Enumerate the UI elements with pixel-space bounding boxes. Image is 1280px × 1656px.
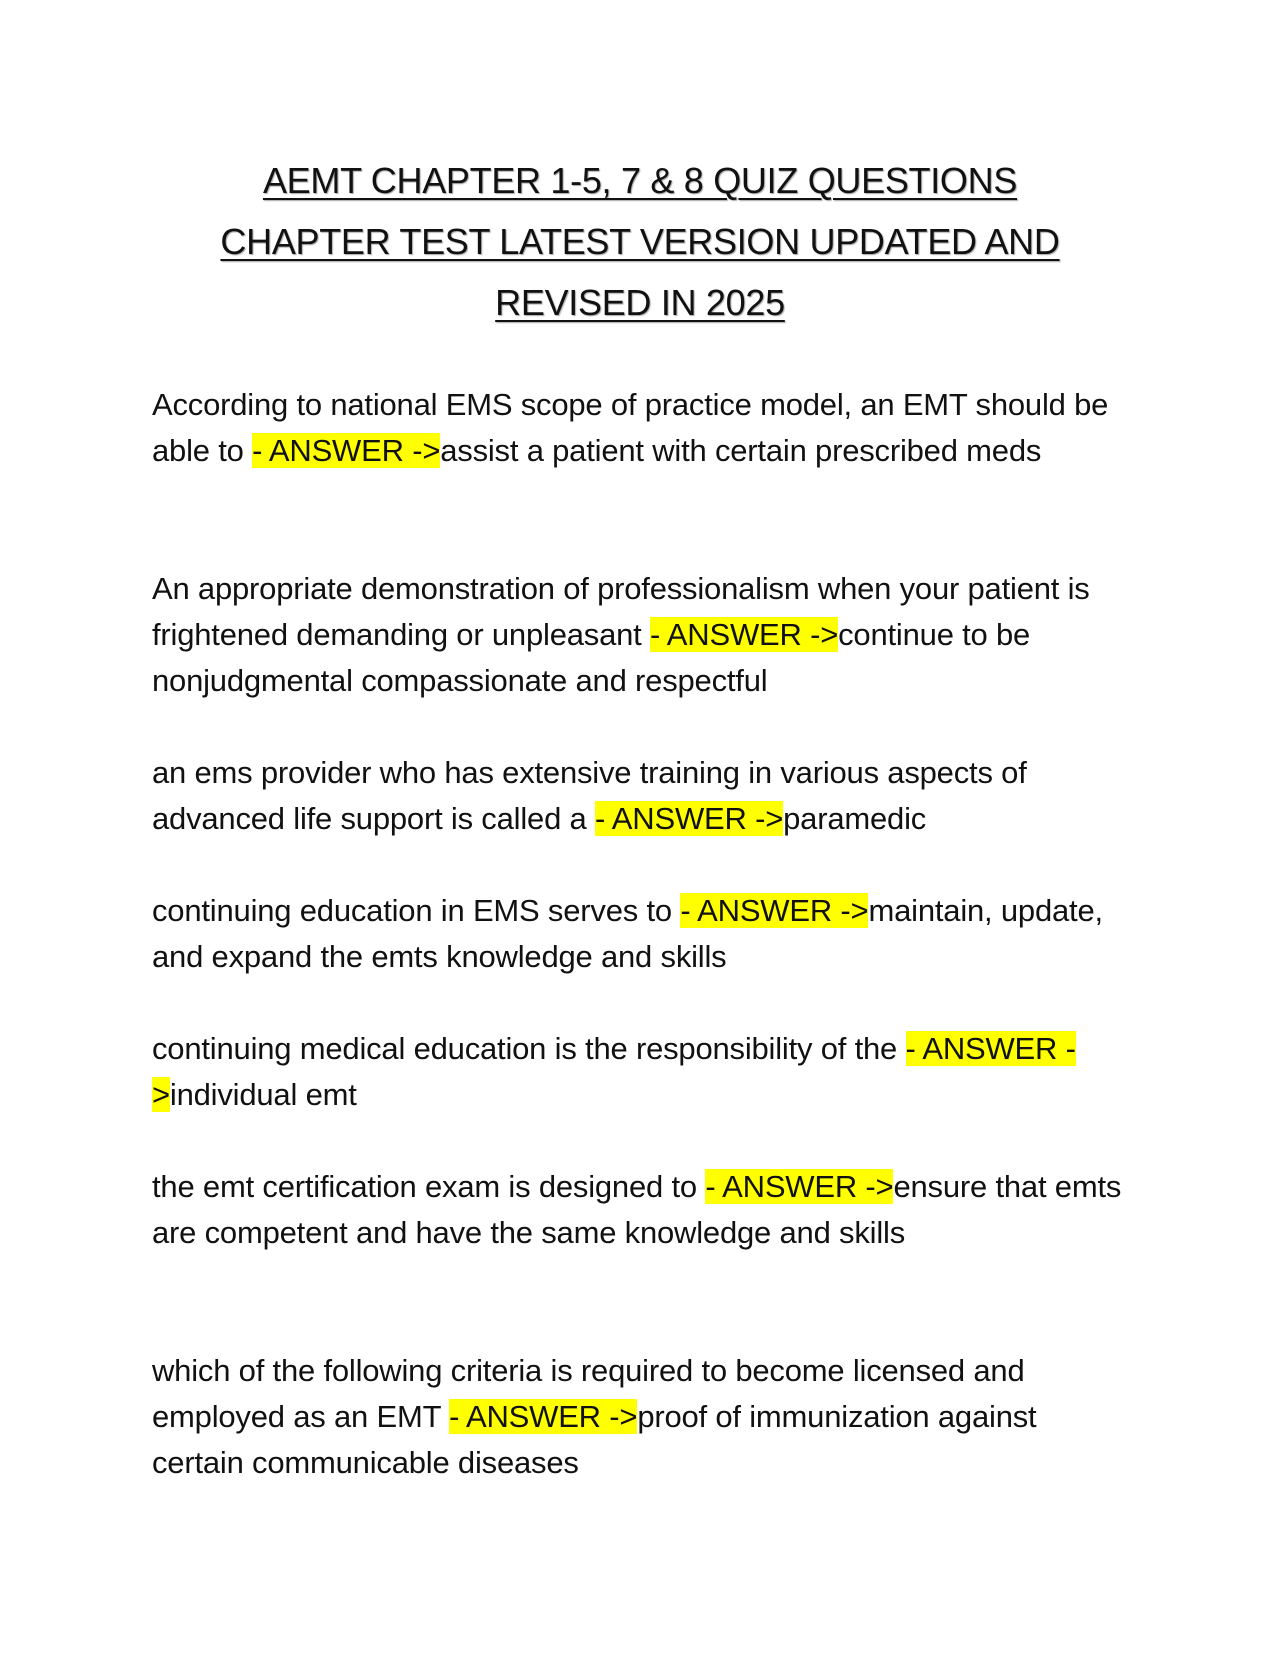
title-line: AEMT CHAPTER 1-5, 7 & 8 QUIZ QUESTIONS — [262, 160, 1018, 201]
answer-marker: - ANSWER -> — [252, 433, 441, 468]
title-line: REVISED IN 2025 — [495, 282, 785, 323]
document-title — [150, 150, 1130, 333]
question-text: which of the following criteria is required to become licensed and employed as an EMT — [152, 1353, 1025, 1434]
answer-text: assist a patient with certain prescribed meds — [440, 433, 1042, 468]
answer-text: ensure that emts are competent and have the same knowledge and skills — [152, 1169, 1122, 1250]
answer-marker: - ANSWER -> — [594, 801, 784, 836]
question-text: According to national EMS scope of practice model, an EMT should be able to — [152, 387, 1109, 468]
title-line: CHAPTER TEST LATEST VERSION UPDATED AND — [220, 221, 1060, 262]
answer-text: individual emt — [169, 1077, 357, 1112]
answer-text: paramedic — [783, 801, 927, 836]
qa-item — [152, 1164, 1122, 1256]
question-text: an ems provider who has extensive training in various aspects of advanced life support is called a — [152, 755, 1027, 836]
answer-marker: - ANSWER -> — [705, 1169, 894, 1204]
qa-item — [152, 1348, 1122, 1486]
qa-item — [152, 750, 1122, 842]
question-text: the emt certification exam is designed to — [152, 1169, 706, 1204]
question-text: continuing medical education is the responsibility of the — [152, 1031, 906, 1066]
qa-item — [152, 382, 1122, 474]
qa-item — [152, 1026, 1122, 1118]
question-text: An appropriate demonstration of professionalism when your patient is frightened demanding or unpleasant — [152, 571, 1090, 652]
answer-text: continue to be nonjudgmental compassionate and respectful — [152, 617, 1031, 698]
answer-marker: - ANSWER -> — [680, 893, 869, 928]
question-text: continuing education in EMS serves to — [152, 893, 681, 928]
qa-item — [152, 566, 1122, 704]
answer-text: maintain, update, and expand the emts knowledge and skills — [152, 893, 1103, 974]
qa-item — [152, 888, 1122, 980]
answer-marker: - ANSWER -> — [649, 617, 839, 652]
answer-marker: - ANSWER -> — [449, 1399, 638, 1434]
answer-marker: - ANSWER -> — [152, 1031, 1076, 1112]
answer-text: proof of immunization against certain communicable diseases — [152, 1399, 1037, 1480]
